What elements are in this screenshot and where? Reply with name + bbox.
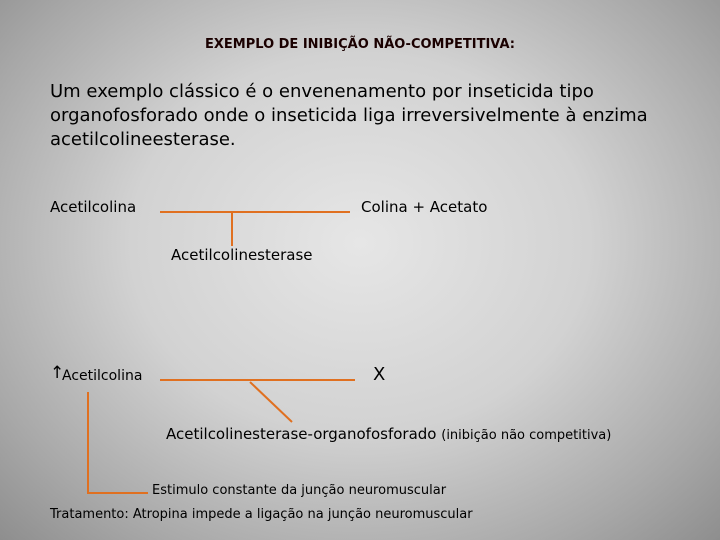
reaction1-products: Colina + Acetato bbox=[361, 198, 488, 216]
increase-arrow-icon: ↑ bbox=[50, 363, 65, 383]
consequence-connector bbox=[88, 392, 148, 493]
reaction2-substrate: Acetilcolina bbox=[62, 368, 143, 384]
consequence-text: Estimulo constante da junção neuromuscular bbox=[152, 483, 447, 498]
reaction2-complex-connector bbox=[250, 382, 292, 422]
reaction1-substrate: Acetilcolina bbox=[50, 198, 137, 216]
reaction2-blocked-mark: X bbox=[373, 364, 386, 385]
reaction2-complex-note: (inibição não competitiva) bbox=[441, 428, 612, 443]
intro-paragraph: Um exemplo clássico é o envenenamento por inseticida tipo organofosforado onde o inseticida liga irreversivelmente à enzima acetilcolineesterase. bbox=[50, 81, 648, 150]
reaction2-complex-label: Acetilcolinesterase-organofosforado bbox=[166, 425, 437, 443]
treatment-text: Tratamento: Atropina impede a ligação na junção neuromuscular bbox=[50, 507, 473, 522]
reaction1-enzyme: Acetilcolinesterase bbox=[171, 246, 313, 264]
slide-title: EXEMPLO DE INIBIÇÃO NÃO-COMPETITIVA: bbox=[205, 37, 515, 52]
